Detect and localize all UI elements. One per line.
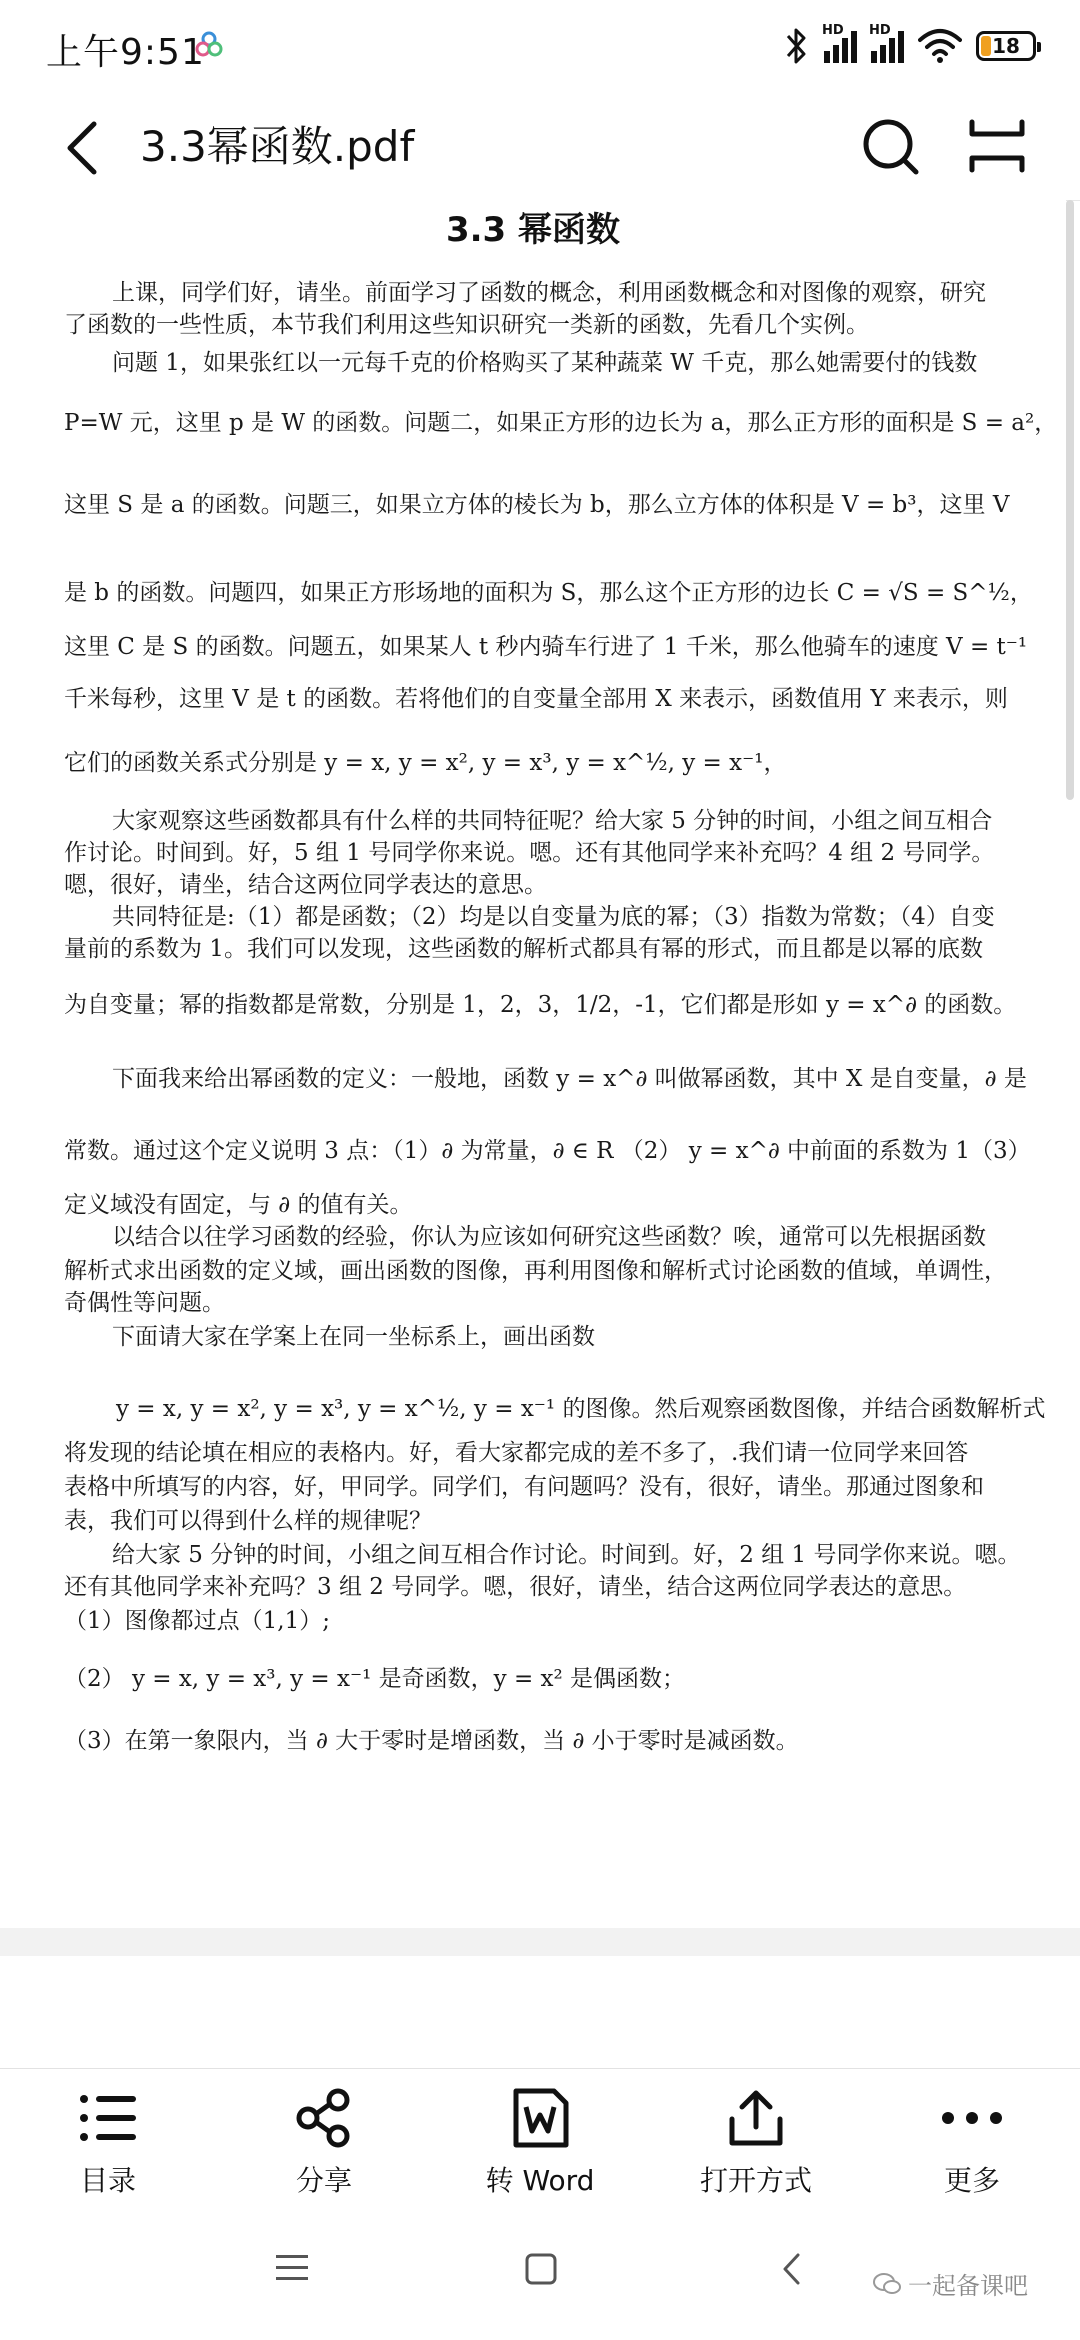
body-line: 这里 C 是 S 的函数。问题五，如果某人 t 秒内骑车行进了 1 千米，那么他骑车的速度 V = t⁻¹ — [64, 634, 1028, 660]
page-separator — [0, 1928, 1080, 1956]
system-nav-bar — [0, 2208, 1080, 2340]
body-line: 以结合以往学习函数的经验，你认为应该如何研究这些函数？唉，通常可以先根据函数 — [112, 1224, 986, 1250]
home-icon[interactable] — [524, 2252, 558, 2286]
status-bar — [0, 0, 1080, 96]
body-line: （3）在第一象限内，当 ∂ 大于零时是增函数，当 ∂ 小于零时是减函数。 — [64, 1728, 799, 1754]
body-line: 定义域没有固定，与 ∂ 的值有关。 — [64, 1192, 413, 1218]
bottom-toolbar — [0, 2068, 1080, 2210]
list-icon — [78, 2091, 138, 2145]
body-line: 常数。通过这个定义说明 3 点：（1）∂ 为常量，∂ ∈ R （2） y = x^∂ 中前面的系数为 1（3） — [64, 1138, 1031, 1164]
word-convert-icon — [510, 2087, 570, 2149]
toolbar-contents-button[interactable] — [28, 2083, 188, 2199]
toolbar-more-button[interactable] — [892, 2083, 1052, 2199]
status-time: 上午9:51 — [46, 32, 205, 73]
body-line: 下面我来给出幂函数的定义：一般地，函数 y = x^∂ 叫做幂函数，其中 X 是自变量，∂ 是 — [112, 1066, 1027, 1092]
body-line: （1）图像都过点（1,1）; — [64, 1608, 330, 1634]
open-with-icon — [726, 2087, 786, 2149]
watermark — [872, 2266, 1028, 2301]
body-line: 它们的函数关系式分别是 y = x, y = x², y = x³, y = x^½, y = x⁻¹， — [64, 750, 787, 776]
body-line: 作讨论。时间到。好，5 组 1 号同学你来说。嗯。还有其他同学来补充吗？4 组 2 号同学。 — [64, 840, 995, 866]
more-icon — [940, 2110, 1004, 2126]
toolbar-label: 打开方式 — [699, 2164, 812, 2197]
wifi-icon — [918, 28, 962, 64]
body-line: 为自变量；幂的指数都是常数，分别是 1，2，3，1/2，-1，它们都是形如 y = x^∂ 的函数。 — [64, 992, 1017, 1018]
app-header — [0, 96, 1080, 201]
body-line: 给大家 5 分钟的时间，小组之间互相合作讨论。时间到。好，2 组 1 号同学你来说。嗯。 — [112, 1542, 1021, 1568]
body-line: P=W 元，这里 p 是 W 的函数。问题二，如果正方形的边长为 a，那么正方形的面积是 S = a²， — [64, 410, 1058, 436]
body-line: 问题 1，如果张红以一元每千克的价格购买了某种蔬菜 W 千克，那么她需要付的钱数 — [112, 350, 978, 376]
signal-icon-1: HD — [824, 29, 857, 63]
body-line: 将发现的结论填在相应的表格内。好，看大家都完成的差不多了，.我们请一位同学来回答 — [64, 1440, 969, 1466]
document-title: 3.3 幂函数 — [445, 210, 621, 250]
battery-icon — [976, 31, 1036, 61]
body-line: 奇偶性等问题。 — [64, 1290, 225, 1316]
page-title: 3.3幂函数.pdf — [140, 122, 415, 171]
toolbar-label: 分享 — [295, 2164, 352, 2197]
battery-level: 18 — [992, 34, 1020, 58]
toolbar-label: 转 Word — [485, 2164, 595, 2197]
body-line: 千米每秒，这里 V 是 t 的函数。若将他们的自变量全部用 X 来表示，函数值用 Y 来表示，则 — [64, 686, 1008, 712]
body-line: 下面请大家在学案上在同一坐标系上，画出函数 — [112, 1324, 595, 1350]
body-line: y = x, y = x², y = x³, y = x^½, y = x⁻¹ 的图像。然后观察函数图像，并结合函数解析式 — [116, 1396, 1046, 1422]
back-icon[interactable] — [780, 2252, 804, 2286]
share-icon — [294, 2088, 354, 2148]
toolbar-open-with-button[interactable] — [676, 2083, 836, 2199]
body-line: 了函数的一些性质，本节我们利用这些知识研究一类新的函数，先看几个实例。 — [64, 312, 869, 338]
body-line: 是 b 的函数。问题四，如果正方形场地的面积为 S，那么这个正方形的边长 C = √S = S^½， — [64, 580, 1033, 606]
body-line: 共同特征是:（1）都是函数；（2）均是以自变量为底的幂；（3）指数为常数；（4）自变 — [112, 904, 995, 930]
body-line: 上课，同学们好，请坐。前面学习了函数的概念，利用函数概念和对图像的观察，研究 — [112, 280, 986, 306]
body-line: （2） y = x, y = x³, y = x⁻¹ 是奇函数，y = x² 是偶函数； — [64, 1666, 686, 1692]
signal-icon-2: HD — [871, 29, 904, 63]
bluetooth-icon — [782, 26, 810, 66]
cloud-sync-icon — [194, 30, 224, 60]
body-line: 大家观察这些函数都具有什么样的共同特征呢？给大家 5 分钟的时间，小组之间互相合 — [112, 808, 993, 834]
toolbar-label: 更多 — [943, 2164, 1000, 2197]
search-icon[interactable] — [858, 110, 924, 182]
pdf-page[interactable] — [0, 200, 1066, 1928]
body-line: 嗯，很好，请坐，结合这两位同学表达的意思。 — [64, 872, 547, 898]
toolbar-label: 目录 — [79, 2164, 136, 2197]
menu-icon[interactable] — [274, 2252, 310, 2284]
wechat-icon — [872, 2271, 902, 2297]
body-line: 量前的系数为 1。我们可以发现，这些函数的解析式都具有幂的形式，而且都是以幂的底数 — [64, 936, 983, 962]
watermark-text: 一起备课吧 — [908, 2272, 1028, 2300]
toolbar-share-button[interactable] — [244, 2083, 404, 2199]
body-line: 这里 S 是 a 的函数。问题三，如果立方体的棱长为 b，那么立方体的体积是 V = b³，这里 V — [64, 492, 1010, 518]
toolbar-word-button[interactable] — [460, 2083, 620, 2199]
body-line: 表，我们可以得到什么样的规律呢？ — [64, 1508, 432, 1534]
body-line: 解析式求出函数的定义域，画出函数的图像，再利用图像和解析式讨论函数的值域，单调性， — [64, 1258, 1007, 1284]
scrollbar[interactable] — [1066, 200, 1074, 800]
body-line: 还有其他同学来补充吗？3 组 2 号同学。嗯，很好，请坐，结合这两位同学表达的意思。 — [64, 1574, 967, 1600]
expand-icon[interactable] — [966, 110, 1028, 182]
chevron-left-icon[interactable] — [56, 116, 112, 180]
body-line: 表格中所填写的内容，好，甲同学。同学们，有问题吗？没有，很好，请坐。那通过图象和 — [64, 1474, 984, 1500]
